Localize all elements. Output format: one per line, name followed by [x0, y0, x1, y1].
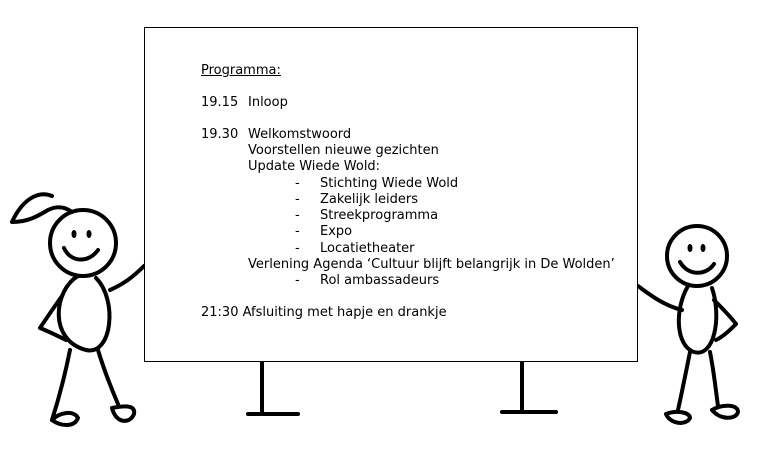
left-figure-leg-right	[98, 350, 118, 404]
left-figure-smile	[64, 248, 98, 260]
bullet-item: Stichting Wiede Wold	[320, 176, 459, 191]
program-board	[144, 27, 638, 362]
welkom-time: 19.30	[201, 127, 239, 142]
left-figure-foot-left	[52, 413, 78, 425]
inloop-time: 19.15	[201, 95, 239, 110]
program-heading: Programma:	[201, 63, 281, 78]
right-figure-eye-left	[688, 244, 693, 252]
update-item: Update Wiede Wold:	[248, 159, 381, 174]
bullet-dash: -	[295, 176, 300, 191]
board-leg-right	[502, 362, 556, 412]
bullet-item: Zakelijk leiders	[320, 192, 419, 207]
left-figure-eye-right	[87, 230, 92, 238]
welkom-label: Welkomstwoord	[248, 127, 352, 142]
left-figure-foot-right	[112, 406, 134, 421]
voorstellen-item: Voorstellen nieuwe gezichten	[248, 143, 439, 158]
right-figure-foot-right	[712, 406, 738, 418]
right-figure-arm-left	[638, 286, 682, 310]
afsluiting-item: 21:30 Afsluiting met hapje en drankje	[201, 305, 447, 320]
bullet-dash: -	[295, 273, 300, 288]
right-figure-leg-left	[678, 352, 690, 410]
bullet-item: Expo	[320, 224, 353, 239]
right-figure-eye-right	[701, 244, 706, 252]
left-figure-eye-left	[72, 230, 77, 238]
left-figure-arm-right	[110, 266, 144, 290]
left-figure-head	[50, 210, 116, 276]
bullet-item: Rol ambassadeurs	[320, 273, 440, 288]
bullet-dash: -	[295, 192, 300, 207]
right-figure-smile	[680, 262, 714, 273]
bullet-item: Streekprogramma	[320, 208, 439, 223]
left-figure-leg-left	[52, 350, 70, 420]
right-figure-head	[667, 226, 727, 286]
bullet-item: Locatietheater	[320, 241, 415, 256]
right-figure-foot-left	[666, 412, 690, 423]
right-figure-body	[679, 286, 716, 353]
right-figure-leg-right	[710, 352, 718, 406]
board-leg-left	[248, 362, 298, 414]
bullet-dash: -	[295, 208, 300, 223]
inloop-label: Inloop	[248, 95, 288, 110]
bullet-dash: -	[295, 241, 300, 256]
bullet-dash: -	[295, 224, 300, 239]
verlening-item: Verlening Agenda ‘Cultuur blijft belangrijk in De Wolden’	[248, 257, 615, 272]
